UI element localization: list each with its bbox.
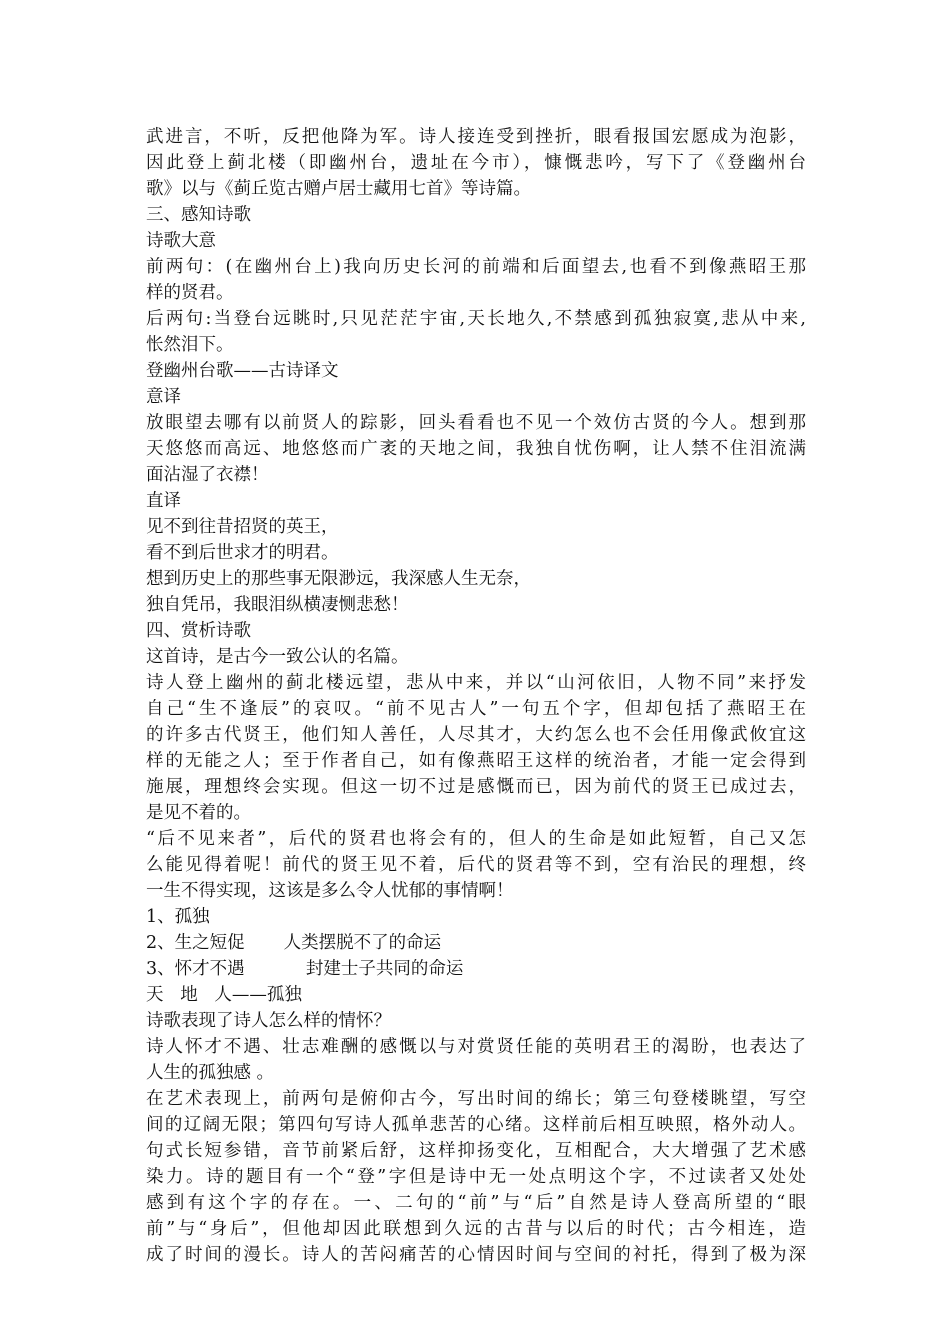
text-line: 诗人怀才不遇、壮志难酬的感慨以与对赏贤任能的英明君王的渴盼，也表达了	[146, 1037, 806, 1057]
text-line: 句式长短参错，音节前紧后舒，这样抑扬变化，互相配合，大大增强了艺术感	[146, 1141, 806, 1161]
text-line: 么能见得着呢！前代的贤王见不着，后代的贤君等不到，空有治民的理想，终	[146, 855, 806, 875]
text-line: 感到有这个字的存在。一、二句的“前”与“后”自然是诗人登高所望的“眼	[146, 1193, 806, 1213]
text-line: 样的贤君。	[146, 283, 234, 303]
text-line: 成了时间的漫长。诗人的苦闷痛苦的心情因时间与空间的衬托，得到了极为深	[146, 1245, 806, 1265]
text-line: 面沾湿了衣襟！	[146, 465, 269, 485]
text-line: 怅然泪下。	[146, 335, 234, 355]
text-line: 样的无能之人；至于作者自己，如有像燕昭王这样的统治者，才能一定会得到	[146, 751, 806, 771]
text-line: 前两句：(在幽州台上)我向历史长河的前端和后面望去,也看不到像燕昭王那	[146, 257, 806, 277]
text-line: 人生的孤独感 。	[146, 1063, 275, 1083]
text-line: 自己“生不逢辰”的哀叹。“前不见古人”一句五个字，但却包括了燕昭王在	[146, 699, 806, 719]
text-line: 想到历史上的那些事无限渺远，我深感人生无奈，	[146, 569, 531, 589]
text-line: 诗人登上幽州的蓟北楼远望，悲从中来，并以“山河依旧，人物不同”来抒发	[146, 673, 806, 693]
text-line: 施展，理想终会实现。但这一切不过是感慨而已，因为前代的贤王已成过去，	[146, 777, 806, 797]
text-line: 放眼望去哪有以前贤人的踪影，回头看看也不见一个效仿古贤的今人。想到那	[146, 413, 806, 433]
text-line: 的许多古代贤王，他们知人善任，人尽其才，大约怎么也不会任用像武攸宜这	[146, 725, 806, 745]
text-line: 一生不得实现，这该是多么令人忧郁的事情啊！	[146, 881, 514, 901]
text-line: 四、赏析诗歌	[146, 621, 251, 641]
text-line: 这首诗，是古今一致公认的名篇。	[146, 647, 409, 667]
text-line: 1、孤独	[146, 907, 210, 927]
text-line: 染力。诗的题目有一个“登”字但是诗中无一处点明这个字，不过读者又处处	[146, 1167, 806, 1187]
text-line: 间的辽阔无限；第四句写诗人孤单悲苦的心绪。这样前后相互映照，格外动人。	[146, 1115, 806, 1135]
text-line: 独自凭吊，我眼泪纵横凄恻悲愁！	[146, 595, 409, 615]
text-line: 歌》以与《蓟丘览古赠卢居士藏用七首》等诗篇。	[146, 179, 531, 199]
text-line: 天悠悠而高远、地悠悠而广袤的天地之间，我独自忧伤啊，让人禁不住泪流满	[146, 439, 806, 459]
text-line: “后不见来者”，后代的贤君也将会有的，但人的生命是如此短暂，自己又怎	[146, 829, 806, 849]
text-line: 见不到往昔招贤的英王，	[146, 517, 339, 537]
text-line: 看不到后世求才的明君。	[146, 543, 339, 563]
text-line: 诗歌大意	[146, 231, 216, 251]
text-line: 前”与“身后”，但他却因此联想到久远的古昔与以后的时代；古今相连，造	[146, 1219, 806, 1239]
document-page	[146, 124, 806, 1268]
text-line: 是见不着的。	[146, 803, 251, 823]
text-line: 天 地 人——孤独	[146, 985, 302, 1005]
text-line: 因此登上蓟北楼（即幽州台，遗址在今市），慷慨悲吟，写下了《登幽州台	[146, 153, 806, 173]
text-line: 意译	[146, 387, 181, 407]
text-line: 2、生之短促 人类摆脱不了的命运	[146, 933, 442, 953]
text-line: 三、感知诗歌	[146, 205, 251, 225]
text-line: 诗歌表现了诗人怎么样的情怀？	[146, 1011, 391, 1031]
text-line: 武进言，不听，反把他降为军。诗人接连受到挫折，眼看报国宏愿成为泡影，	[146, 127, 806, 147]
text-line: 登幽州台歌——古诗译文	[146, 361, 339, 381]
text-line: 3、怀才不遇 封建士子共同的命运	[146, 959, 464, 979]
text-line: 在艺术表现上，前两句是俯仰古今，写出时间的绵长；第三句登楼眺望，写空	[146, 1089, 806, 1109]
text-line: 后两句:当登台远眺时,只见茫茫宇宙,天长地久,不禁感到孤独寂寞,悲从中来,	[146, 309, 806, 329]
text-line: 直译	[146, 491, 181, 511]
